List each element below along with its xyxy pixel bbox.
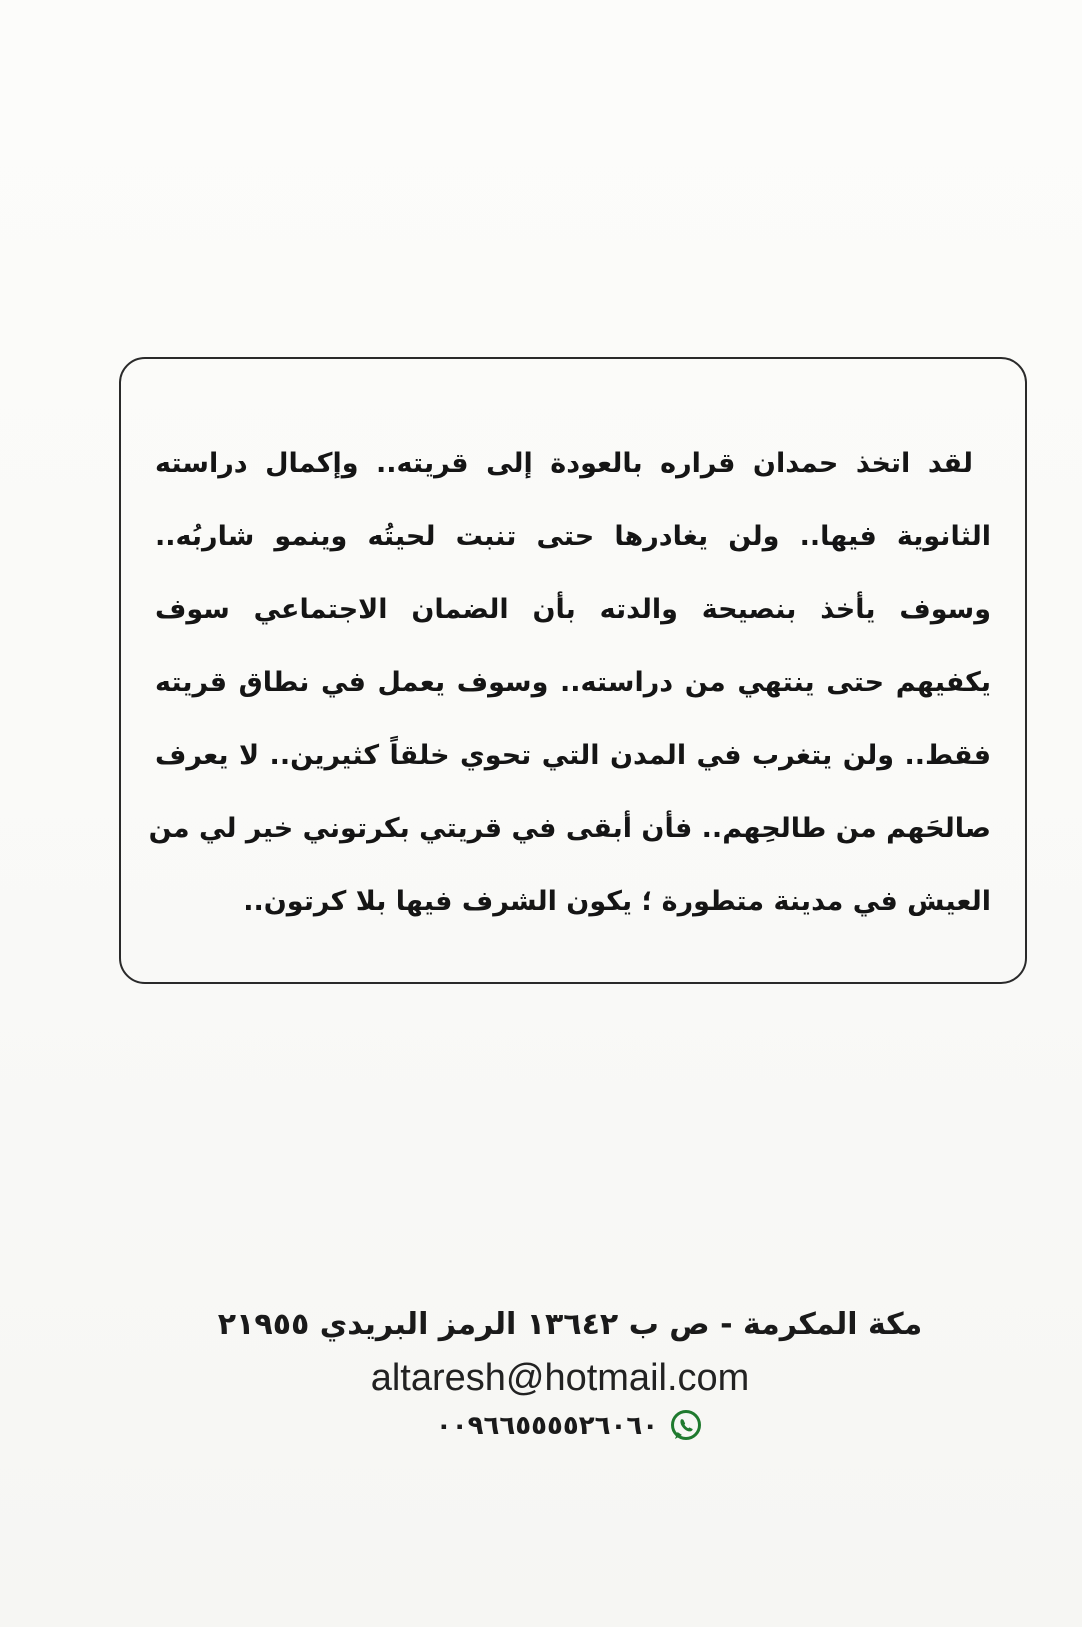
blurb-box bbox=[119, 357, 1027, 984]
phone-row bbox=[150, 1408, 950, 1444]
postal-address: مكة المكرمة - ص ب ١٣٦٤٢ الرمز البريدي ٢١٩٥٥ bbox=[217, 1307, 923, 1342]
blurb-line-4: يكفيهم حتى ينتهي من دراسته.. وسوف يعمل في نطاق قريته bbox=[155, 667, 991, 698]
whatsapp-icon bbox=[668, 1408, 704, 1444]
blurb-line-2: الثانوية فيها.. ولن يغادرها حتى تنبت لحيتُه وينمو شاربُه.. bbox=[155, 521, 991, 552]
blurb-line-7: العيش في مدينة متطورة ؛ يكون الشرف فيها بلا كرتون.. bbox=[243, 886, 991, 917]
phone-number: ٠٠٩٦٦٥٥٥٥٢٦٠٦٠ bbox=[435, 1411, 659, 1441]
blurb-line-1: لقد اتخذ حمدان قراره بالعودة إلى قريته.. وإكمال دراسته bbox=[155, 448, 973, 479]
email-address: altaresh@hotmail.com bbox=[370, 1357, 750, 1399]
contact-block bbox=[150, 1300, 950, 1444]
blurb-line-6: صالحَهم من طالحِهم.. فأن أبقى في قريتي بكرتوني خير لي من bbox=[148, 813, 991, 844]
blurb-line-3: وسوف يأخذ بنصيحة والدته بأن الضمان الاجتماعي سوف bbox=[155, 594, 991, 625]
blurb-line-5: فقط.. ولن يتغرب في المدن التي تحوي خلقاً كثيرين.. لا يعرف bbox=[155, 740, 991, 771]
